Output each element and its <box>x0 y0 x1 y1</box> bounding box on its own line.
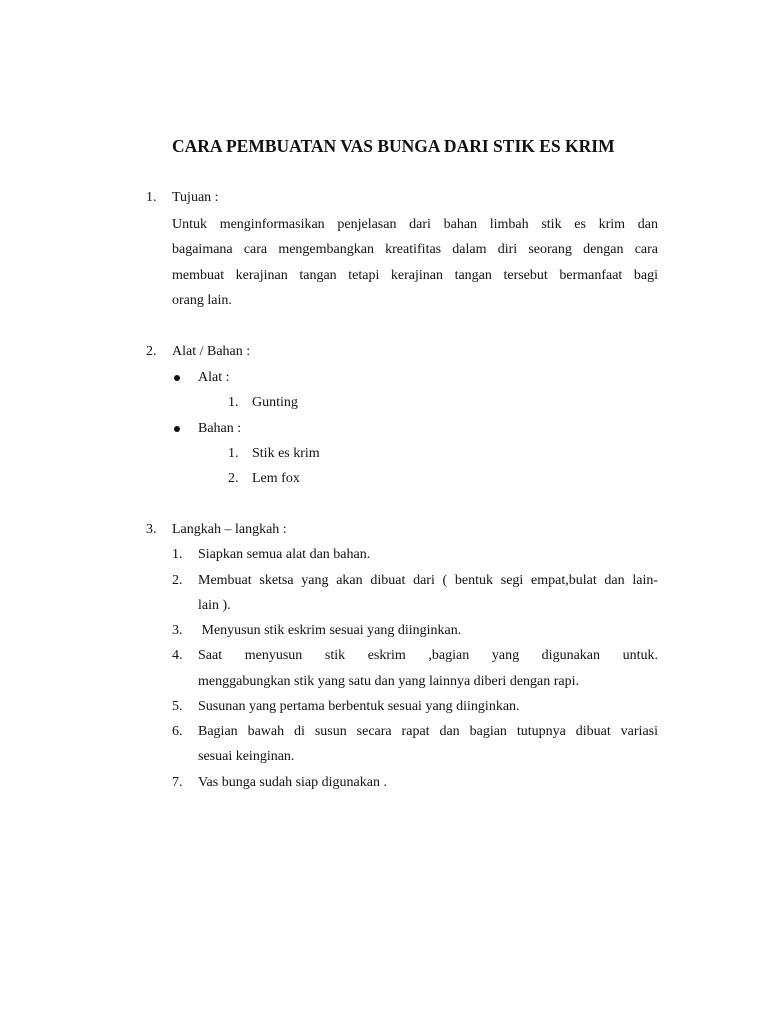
step-text: Membuat sketsa yang akan dibuat dari ( bentuk segi empat,bulat dan lain- <box>198 573 658 588</box>
list-item: Lem fox <box>252 471 300 486</box>
section-heading: Langkah – langkah : <box>172 522 287 537</box>
list-item-number: 2. <box>228 471 239 486</box>
step-number: 3. <box>172 623 183 638</box>
paragraph-line: orang lain. <box>172 293 232 308</box>
section-number: 3. <box>146 522 157 537</box>
step-number: 6. <box>172 724 183 739</box>
step-text: Bagian bawah di susun secara rapat dan bagian tutupnya dibuat variasi <box>198 724 658 739</box>
step-number: 2. <box>172 573 183 588</box>
step-text: Susunan yang pertama berbentuk sesuai yang diinginkan. <box>198 699 520 714</box>
group-label-alat: Alat : <box>198 370 230 385</box>
bullet-icon <box>174 375 180 381</box>
section-number: 2. <box>146 344 157 359</box>
list-item: Stik es krim <box>252 446 320 461</box>
paragraph-line: Untuk menginformasikan penjelasan dari bahan limbah stik es krim dan <box>172 217 658 232</box>
step-text: sesuai keinginan. <box>198 749 295 764</box>
paragraph-line: bagaimana cara mengembangkan kreatifitas dalam diri seorang dengan cara <box>172 242 658 257</box>
step-text: menggabungkan stik yang satu dan yang lainnya diberi dengan rapi. <box>198 674 580 689</box>
step-text: Saat menyusun stik eskrim ,bagian yang digunakan untuk. <box>198 648 658 663</box>
step-text: Vas bunga sudah siap digunakan . <box>198 775 387 790</box>
section-number: 1. <box>146 190 157 205</box>
document-title: CARA PEMBUATAN VAS BUNGA DARI STIK ES KRIM <box>172 136 615 156</box>
step-text: Menyusun stik eskrim sesuai yang diinginkan. <box>198 623 462 638</box>
list-item-number: 1. <box>228 446 239 461</box>
step-number: 7. <box>172 775 183 790</box>
section-heading: Tujuan : <box>172 190 219 205</box>
section-heading: Alat / Bahan : <box>172 344 251 359</box>
step-number: 4. <box>172 648 183 663</box>
bullet-icon <box>174 426 180 432</box>
group-label-bahan: Bahan : <box>198 421 242 436</box>
step-number: 5. <box>172 699 183 714</box>
list-item-number: 1. <box>228 395 239 410</box>
step-text: lain ). <box>198 598 231 613</box>
list-item: Gunting <box>252 395 298 410</box>
step-text: Siapkan semua alat dan bahan. <box>198 547 371 562</box>
paragraph-line: membuat kerajinan tangan tetapi kerajinan tangan tersebut bermanfaat bagi <box>172 268 658 283</box>
step-number: 1. <box>172 547 183 562</box>
